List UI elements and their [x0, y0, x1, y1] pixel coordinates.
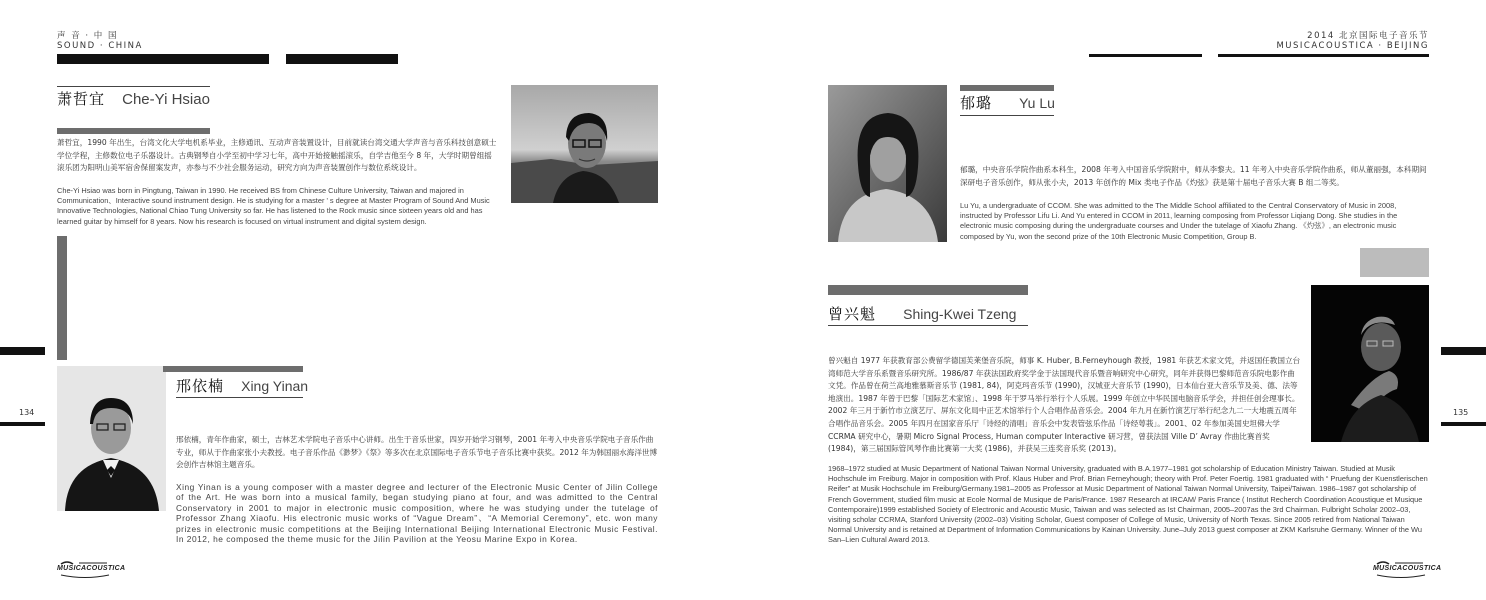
artist-name-en: Xing Yinan [241, 378, 309, 394]
artist-bio-cn: 郁璐，中央音乐学院作曲系本科生，2008 年考入中国音乐学院附中，师从李黎夫。11 年考入中央音乐学院作曲系，师从董丽强，本科期间深研电子音乐创作，师从张小夫，2013 年创作的 Mix 类电子作品《灼弦》获是第十届电子音乐大赛 B 组二等奖。 [960, 165, 1427, 187]
artist-name [57, 88, 210, 109]
artist-bio-cn: 邢依楠，青年作曲家，硕士，吉林艺术学院电子音乐中心讲师。出生于音乐世家，四岁开始学习钢琴，2001 年考入中央音乐学院电子音乐作曲专业，师从于作曲家张小夫教授。电子音乐作品《渺梦》《祭》等多次在北京国际电子音乐节电子音乐比赛中获奖。2012 年为韩国丽水海洋世博会创作吉林馆主题音乐。 [176, 435, 658, 470]
section-bar [57, 128, 210, 134]
left-header-cn: 声 音 · 中 国 [57, 31, 119, 41]
artist-bio-cn: 曾兴魁自 1977 年获教育部公费留学德国芙莱堡音乐院，师事 K. Huber, B.Ferneyhough 教授，1981 年获艺术家文凭，并返国任教国立台湾师范大学音乐系暨音乐研究所。1986/87 年获法国政府奖学金于法国现代音乐暨音响研究中心研究，同年并获得巴黎师范音乐院电影作曲文凭。作品曾在荷兰高地雅慕斯音乐节 (1981, 84)，阿克玛音乐节 (1990)，汉城亚大音乐节 (1990)，日本仙台亚大音乐节及美、德、法等地演出。1987 年曾于巴黎「国际艺术家馆」、1998 年于罗马举行举行个人乐展。1999 年创立中华民国电脑音乐学会，并担任创会理事长。2002 年三月于新竹市立演艺厅、屏东文化局中正艺术馆举行个人合唱作品音乐会。2004 年九月在新竹演艺厅举行纪念九二一大地震五周年合唱作品音乐会。2005 年四月在国家音乐厅「诗经的清唱」音乐会中发表管弦乐作品「诗经萼莪」。2001、02 年参加美国史坦佛大学 CCRMA 研究中心，暑期 Micro Signal Process, Human computer Interactive 研习营，曾获法国 Ville D’ Avray 作曲比赛首奖 (1984)，第三届国际管风琴作曲比赛第一大奖 (1986)，并获吴三连奖音乐奖 (2013)。 [828, 356, 1301, 454]
artist-name-cn: 郁璐 [960, 94, 993, 112]
header-bar [286, 54, 398, 64]
section-bar [163, 366, 303, 372]
logo-text: MUSICACOUSTICA [57, 565, 126, 572]
page-number-right: 135 [1453, 408, 1469, 417]
artist-name-en: Che-Yi Hsiao [122, 91, 210, 108]
edge-tab [1441, 347, 1486, 355]
header-bar [1218, 54, 1429, 57]
grey-block [1360, 248, 1429, 277]
page-number-left: 134 [19, 408, 35, 417]
artist-name-cn: 曾兴魁 [828, 305, 877, 323]
artist-bio-en: Lu Yu, a undergraduate of CCOM. She was admitted to the The Middle School affiliated to the Central Conservatory of Music in 2008, instructed by Professor Lifu Li. And Yu entered in CCOM in 2011, learning composing from Professor Liqiang Dong. She studies in the electronic music composing during the undergraduate courses and Under the tutelage of Xiaofu Zhang. 《灼弦》, an electronic music composed by Yu, won the second prize of the 10th Electronic Music Competition, Group B. [960, 201, 1398, 241]
header-bar [57, 54, 269, 64]
section-bar [960, 85, 1054, 91]
artist-bio-en: Che-Yi Hsiao was born in Pingtung, Taiwan in 1990. He received BS from Chinese Culture University, Taiwan and majored in Communication、Interactive sound instrument design. He is studying for a master ' s degree at Master Program of Sound And Music Innovative Technologies, National Chiao Tung University so far. He has listened to the Rock music since sixteen years old and has learned guitar by himself for 8 years. Now his research is focused on virtual instrument and digital system design. [57, 186, 490, 226]
artist-name-cn: 邢依楠 [176, 377, 225, 395]
section-bar [828, 285, 1028, 295]
artist-name-en: Yu Lu [1019, 95, 1055, 111]
artist-photo [828, 85, 947, 242]
right-header-en: MUSICACOUSTICA · BEIJING [1276, 41, 1429, 51]
artist-name [960, 92, 1055, 113]
portrait-image [511, 85, 658, 203]
rule [828, 325, 1028, 326]
rule [57, 86, 210, 87]
left-header-en: SOUND · CHINA [57, 41, 143, 51]
artist-name-cn: 萧哲宜 [57, 90, 106, 108]
artist-name [828, 303, 1016, 324]
vertical-bar [57, 236, 67, 360]
right-header-cn: 2014 北京国际电子音乐节 [1307, 31, 1429, 41]
artist-photo [511, 85, 658, 203]
rule [176, 397, 303, 398]
logo-text: MUSICACOUSTICA [1373, 565, 1442, 572]
artist-bio-en-text: Xing Yinan is a young composer with a master degree and lecturer of the Electronic Music Center of Jilin College of the Art. He was born into a musical family, began studying piano at four, and was admitted to the Central Conservatory in 2001 to major in electronic music composition, where he was studying under the tutelage of Professor Zhang Xiaofu. His electronic music works of “Vague Dream”、“A Memorial Ceremony”, etc. won many prizes in electronic music competitions at the Beijing International Beijing International Electronic Music Festival. In 2012, he composed the theme music for the Jilin Pavilion at the Yeosu Marine Expo in Korea. [176, 482, 658, 545]
artist-name-en: Shing-Kwei Tzeng [903, 306, 1017, 322]
portrait-image [1311, 285, 1429, 442]
artist-bio-cn: 萧哲宜，1990 年出生，台湾文化大学电机系毕业，主修通讯、互动声音装置设计，目前就读台湾交通大学声音与音乐科技创意硕士学位学程，主修数位电子乐器设计。古典钢琴自小学至初中学习七年，高中开始接触摇滚乐，自学吉他至今 8 年，大学时期曾组摇滚乐团为阳明山美军宿舍保留案发声，亦参与不少社会服务运动，研究方向为声音装置创作与数位系统设计。 [57, 138, 497, 173]
logo [57, 560, 126, 580]
artist-bio-en [57, 482, 658, 544]
portrait-image [828, 85, 947, 242]
artist-photo [1311, 285, 1429, 442]
edge-tab [0, 347, 45, 355]
artist-bio-en: 1968–1972 studied at Music Department of National Taiwan Normal University, graduated with B.A.1977–1981 got scholarship of Education Ministry Taiwan. Studied at Musik Hochschule im Freiburg. Major in composition with Prof. Klaus Huber and Prof. Brian Ferneyhough; theory with Prof. Peter Foertig. 1981 graduated with “ Pruefung der Kuenstlerischen Reifer” at Musik Hochschule im Freiburg/Germany.1981–2005 as Professor at Music Department of National Taiwan Normal University, Taipei/Taiwan. 1986–1987 got scholarship of French Government, studied film music at Ecole Normal de Musique de Paris/France. 1987 Research at IRCAM/ Paris France ( Institut Recherch Coordination Acoustique et Musique Contemporaire)1999 established Society of Electronic and Acoustic Music, Taiwan and was selected as Ist Chairman, 2005–2007as the 3rd Chairman. Fulbright Scholar 2002–03, visiting scholar CCRMA, Stanford University (2002–03) Visiting Scholar, Guest composer of College of Music, University of North Texas. Since 2005 retired from National Taiwan Normal University and is retained at Department of Information Communications by Kainan University. June–July 2013 guest composer at ZKM Karlsruhe Germany. Winner of the Wu San–Lien Cultural Award 2013. [828, 464, 1428, 545]
header-bar [1089, 54, 1202, 57]
artist-name [176, 375, 308, 396]
edge-tab [0, 422, 45, 426]
edge-tab [1441, 422, 1486, 426]
logo [1373, 560, 1442, 580]
rule [960, 115, 1054, 116]
